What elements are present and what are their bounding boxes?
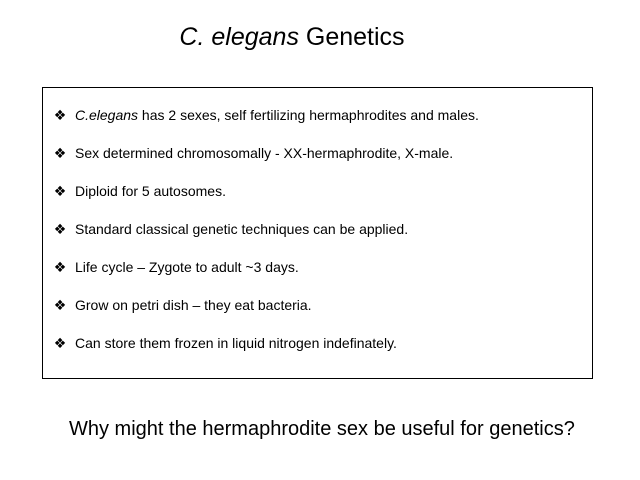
- bullet-box: [42, 87, 593, 379]
- bullet-item: [51, 140, 479, 178]
- bullet-text-body: Life cycle – Zygote to adult ~3 days.: [75, 259, 299, 275]
- bullet-list: [51, 102, 479, 368]
- bullet-item: [51, 178, 479, 216]
- bullet-text: [75, 297, 312, 313]
- diamond-bullet-icon: ❖: [53, 107, 67, 123]
- slide-title-italic: C. elegans: [179, 23, 299, 51]
- bullet-text-body: Standard classical genetic techniques can be applied.: [75, 221, 409, 237]
- bullet-item: [51, 216, 479, 254]
- diamond-bullet-icon: ❖: [53, 335, 67, 351]
- bullet-text-italic: C.elegans: [75, 107, 139, 123]
- slide-title-rest: Genetics: [298, 23, 405, 51]
- diamond-bullet-icon: ❖: [53, 145, 67, 161]
- diamond-bullet-icon: ❖: [53, 259, 67, 275]
- bullet-text: [75, 259, 299, 275]
- bullet-text: [75, 221, 408, 237]
- diamond-bullet-icon: ❖: [53, 221, 67, 237]
- bullet-text: [75, 183, 226, 199]
- diamond-bullet-icon: ❖: [53, 297, 67, 313]
- bullet-item: [51, 292, 479, 330]
- bullet-text-body: Grow on petri dish – they eat bacteria.: [75, 297, 312, 313]
- bullet-item: [51, 330, 479, 368]
- bullet-text-body: has 2 sexes, self fertilizing hermaphrodites and males.: [138, 107, 479, 123]
- slide-title: [0, 20, 584, 54]
- discussion-question: Why might the hermaphrodite sex be useful for genetics?: [69, 418, 575, 440]
- bullet-item: [51, 254, 479, 292]
- bullet-text-body: Can store them frozen in liquid nitrogen indefinately.: [75, 335, 397, 351]
- bullet-text: [75, 145, 453, 161]
- bullet-text-body: Diploid for 5 autosomes.: [75, 183, 226, 199]
- bullet-text: [75, 335, 397, 351]
- bullet-text: [75, 107, 479, 123]
- diamond-bullet-icon: ❖: [53, 183, 67, 199]
- bullet-item: [51, 102, 479, 140]
- bullet-text-body: Sex determined chromosomally - XX-hermaphrodite, X-male.: [75, 145, 454, 161]
